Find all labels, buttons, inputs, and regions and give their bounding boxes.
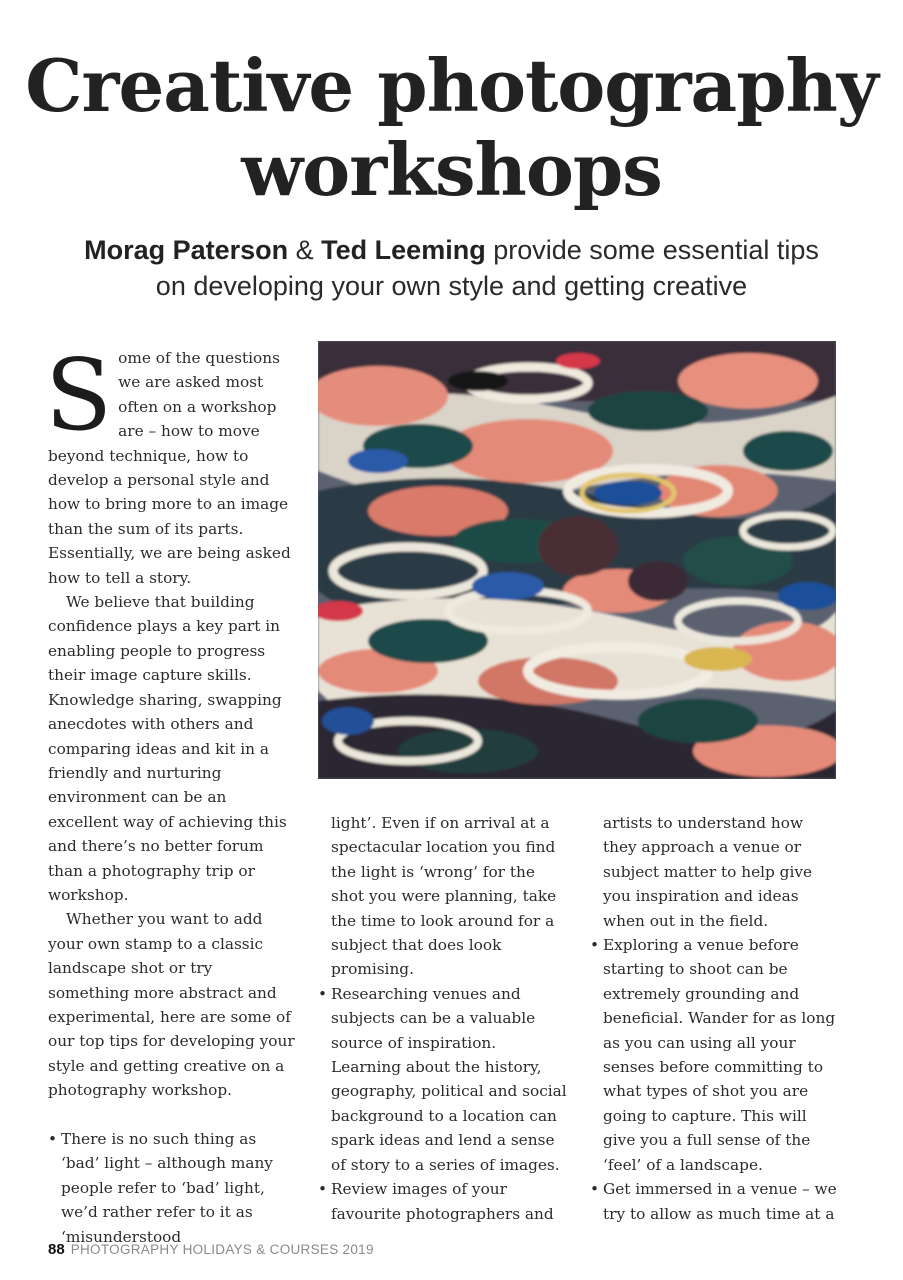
opening-paragraph-text: ome of the questions we are asked most often on a workshop are – how to move beyond technique, how to develop a personal style and how to bring more to an image than the sum of its parts. Essentially, we are being asked how to tell a story.	[48, 349, 291, 587]
paragraph-stamp: Whether you want to add your own stamp to a classic landscape shot or try something more abstract and experimental, here are some of our top tips for developing your style and getting creative on a photography workshop.	[48, 910, 295, 1100]
drop-cap: S	[45, 339, 113, 453]
tip-bad-light-continued: light’. Even if on arrival at a spectacular location you find the light is ‘wrong’ for the shot you were planning, take the time to look around for a subject that does look promising.	[331, 814, 557, 979]
paragraph-confidence: We believe that building confidence plays a key part in enabling people to progress their image capture skills. Knowledge sharing, swapping anecdotes with others and comparing ideas and kit in a friendly and nurturing environment can be an excellent way of achieving this and there’s no better forum than a photography trip or workshop.	[48, 593, 287, 904]
article-column-3	[590, 811, 840, 1226]
author-separator: &	[288, 235, 322, 265]
tips-list-end	[590, 933, 840, 1226]
article-title-line-1: Creative photography	[25, 43, 878, 128]
opening-paragraph	[45, 339, 298, 590]
standfirst-line-2-text: on developing your own style and getting creative	[155, 271, 748, 301]
tips-list-start	[48, 1127, 298, 1249]
article-title-line-2: workshops	[241, 127, 662, 212]
standfirst-line-1-text: provide some essential tips	[485, 235, 819, 265]
tip-review-images-continued: artists to understand how they approach a venue or subject matter to help give you inspiration and ideas when out in the field.	[603, 814, 813, 930]
tip-bad-light: • There is no such thing as ‘bad’ light – although many people refer to ‘bad’ light, we’d rather refer to it as ‘misunderstood	[48, 1127, 298, 1249]
tips-list-middle	[318, 982, 570, 1226]
tip-research-venues: • Researching venues and subjects can be a valuable source of inspiration. Learning about the history, geography, political and social background to a location can spark ideas and lend a sense of story to a series of images.	[318, 982, 570, 1177]
page-footer	[48, 1241, 374, 1258]
page-number: 88	[48, 1241, 65, 1258]
article-column-1	[45, 339, 298, 1249]
standfirst	[40, 232, 863, 304]
tip-explore-venue: • Exploring a venue before starting to shoot can be extremely grounding and beneficial. Wander for as long as you can using all your senses before committing to what types of shot you are going to capture. This will give you a full sense of the ‘feel’ of a landscape.	[590, 933, 840, 1177]
author-morag: Morag Paterson	[84, 235, 289, 265]
tip-review-images: • Review images of your favourite photographers and	[318, 1177, 570, 1226]
publication-name: PHOTOGRAPHY HOLIDAYS & COURSES 2019	[70, 1242, 374, 1257]
author-ted: Ted Leeming	[321, 235, 486, 265]
tip-get-immersed: • Get immersed in a venue – we try to allow as much time at a	[590, 1177, 840, 1226]
article-column-2	[318, 811, 570, 1226]
abstract-reflection-photo	[318, 341, 836, 779]
